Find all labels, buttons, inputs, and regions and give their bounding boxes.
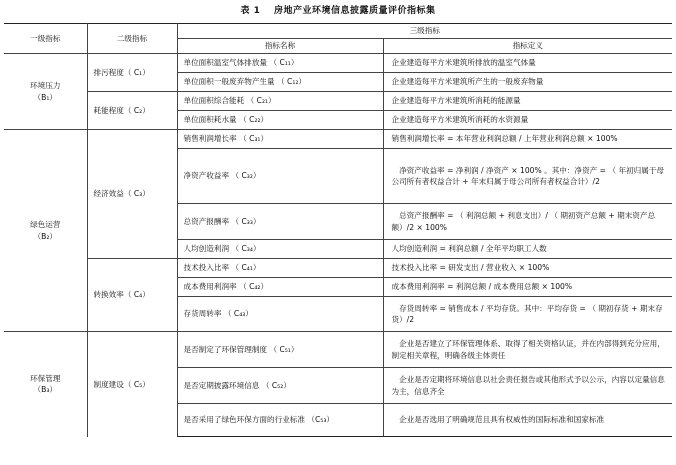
level2-cell: 经济效益（ C₃）	[87, 130, 177, 259]
level1-code: （B₁）	[33, 92, 57, 102]
indicator-definition: 人均创造利润 = 利润总额 / 全年平均职工人数	[383, 240, 672, 259]
header-level3: 三级指标	[177, 24, 672, 39]
indicator-name: 单位面积温室气体排放量 （ C₁₁）	[177, 54, 383, 73]
header-level2: 二级指标	[87, 24, 177, 54]
indicator-name: 单位面积一般废弃物产生量 （ C₁₂）	[177, 73, 383, 92]
indicator-name: 净资产收益率 （ C₃₂）	[177, 149, 383, 204]
header-name: 指标名称	[177, 39, 383, 54]
level1-code: （B₂）	[33, 231, 57, 241]
level2-cell: 转换效率（ C₄）	[87, 259, 177, 332]
indicator-definition: 成本费用利润率 = 利润总额 / 成本费用总额 × 100%	[383, 278, 672, 297]
table-row	[4, 259, 672, 278]
indicator-name: 总资产报酬率 （ C₃₃）	[177, 204, 383, 240]
indicator-definition: 存货周转率 = 销售成本 / 平均存货。其中：平均存货 = （ 期初存货 + 期末存货）/2	[383, 297, 672, 332]
indicator-name: 存货周转率 （ C₄₃）	[177, 297, 383, 332]
level2-cell: 耗能程度（ C₂）	[87, 92, 177, 130]
level1-name: 环境压力	[30, 81, 61, 91]
header-level1: 一级指标	[4, 24, 87, 54]
indicator-name: 销售利润增长率 （ C₃₁）	[177, 130, 383, 149]
indicator-definition: 企业建造每平方米建筑所排放的温室气体量	[383, 54, 672, 73]
level1-name: 绿色运营	[30, 220, 61, 230]
indicator-definition: 技术投入比率 = 研发支出 / 营业收入 × 100%	[383, 259, 672, 278]
caption-title: 房地产业环境信息披露质量评价指标集	[274, 6, 436, 16]
indicator-definition: 企业建造每平方米建筑所消耗的水资源量	[383, 111, 672, 130]
indicator-table	[4, 23, 672, 437]
header-definition: 指标定义	[512, 41, 543, 51]
level1-cell	[4, 130, 87, 332]
caption-number: 表 1	[240, 6, 261, 16]
table-row	[4, 130, 672, 149]
indicator-definition: 企业是否选用了明确规范且具有权威性的国际标准和国家标准	[383, 404, 672, 437]
table-row	[4, 92, 672, 111]
level1-cell	[4, 332, 87, 437]
level1-code: （B₃）	[33, 385, 57, 395]
table-row	[4, 54, 672, 73]
indicator-name: 人均创造利润 （ C₃₄）	[177, 240, 383, 259]
indicator-name: 成本费用利润率 （ C₄₂）	[177, 278, 383, 297]
indicator-name: 是否定期披露环境信息 （ C₅₂）	[177, 368, 383, 404]
table-row	[4, 332, 672, 368]
indicator-name: 是否制定了环保管理制度 （ C₅₁）	[177, 332, 383, 368]
indicator-definition: 净资产收益率 = 净利润 / 净资产 × 100% 。其中：净资产 = （ 年初归属于母公司所有者权益合计 + 年末归属于母公司所有者权益合计）/2	[383, 149, 672, 204]
indicator-definition: 企业建造每平方米建筑所消耗的能源量	[383, 92, 672, 111]
indicator-name: 单位面积综合能耗 （ C₂₁）	[177, 92, 383, 111]
indicator-definition: 总资产报酬率 = （ 利润总额 + 利息支出）/ （ 期初资产总额 + 期末资产总额）/2 × 100%	[383, 204, 672, 240]
level2-cell: 制度建设（ C₅）	[87, 332, 177, 437]
indicator-name: 是否采用了绿色环保方面的行业标准 （C₅₃）	[177, 404, 383, 437]
level1-cell	[4, 54, 87, 130]
indicator-definition: 企业是否建立了环保管理体系、取得了相关资格认证，并在内部得到充分应用，制定相关章程，明确各级主体责任	[383, 332, 672, 368]
level1-name: 环保管理	[30, 373, 61, 383]
indicator-definition: 企业建造每平方米建筑所产生的一般废弃物量	[383, 73, 672, 92]
indicator-name: 单位面积耗水量 （ C₂₂）	[177, 111, 383, 130]
indicator-definition: 销售利润增长率 = 本年营业利润总额 / 上年营业利润总额 × 100%	[383, 130, 672, 149]
indicator-name: 技术投入比率 （ C₄₁）	[177, 259, 383, 278]
level2-cell: 排污程度（ C₁）	[87, 54, 177, 92]
table-caption	[0, 3, 676, 16]
indicator-definition: 企业是否定期将环境信息以社会责任报告或其他形式予以公示，内容以定量信息为主，信息齐全	[383, 368, 672, 404]
